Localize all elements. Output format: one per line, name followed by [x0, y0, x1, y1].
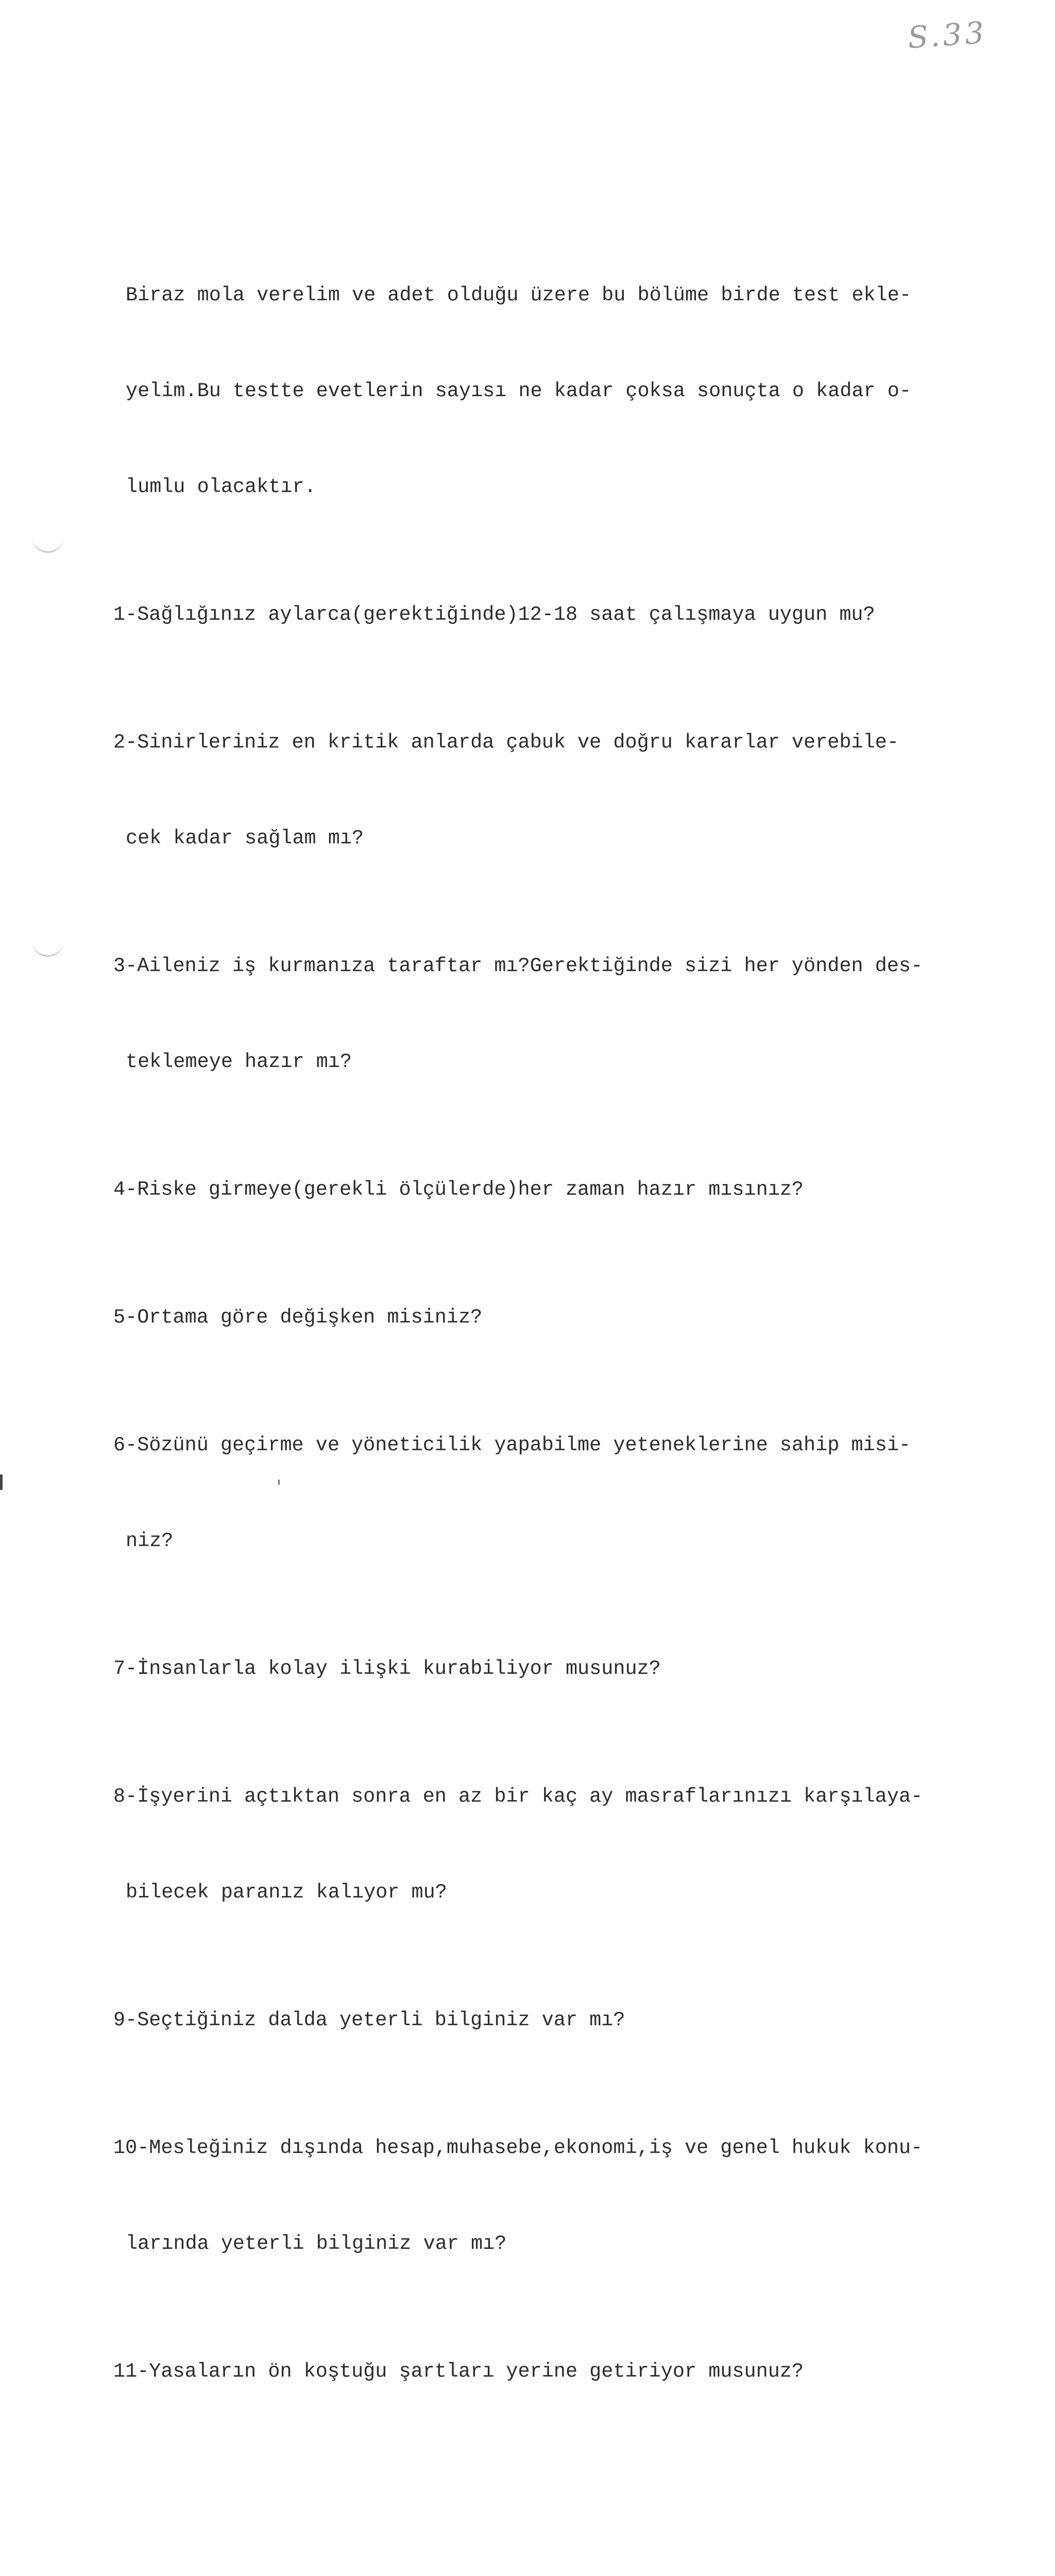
question-10-continuation: larında yeterli bilginiz var mı?: [126, 2232, 507, 2255]
handwritten-page-number: S.33: [906, 14, 989, 56]
question-2: 2-Sinirleriniz en kritik anlarda çabuk ve doğru kararlar verebile-: [113, 731, 899, 754]
question-3: 3-Aileniz iş kurmanıza taraftar mı?Gerektiğinde sizi her yönden des-: [113, 955, 923, 977]
question-4: 4-Riske girmeye(gerekli ölçülerde)her zaman hazır mısınız?: [113, 1178, 804, 1201]
question-11: 11-Yasaların ön koştuğu şartları yerine getiriyor musunuz?: [113, 2360, 804, 2383]
binder-hole-mark: [32, 536, 64, 553]
intro-line: lumlu olacaktır.: [126, 476, 316, 498]
question-10: 10-Mesleğiniz dışında hesap,muhasebe,ekonomi,iş ve genel hukuk konu-: [113, 2137, 923, 2159]
scan-dust-mark: [278, 1480, 280, 1485]
question-2-continuation: cek kadar sağlam mı?: [126, 827, 364, 850]
intro-line: Biraz mola verelim ve adet olduğu üzere bu bölüme birde test ekle-: [126, 284, 911, 307]
binder-hole-mark: [32, 940, 64, 957]
question-7: 7-İnsanlarla kolay ilişki kurabiliyor musunuz?: [113, 1657, 661, 1680]
scan-edge-mark: [0, 1475, 3, 1490]
intro-line: yelim.Bu testte evetlerin sayısı ne kadar çoksa sonuçta o kadar o-: [126, 380, 911, 402]
question-6-continuation: niz?: [126, 1530, 174, 1552]
paragraph-gap: [126, 2483, 1017, 2489]
question-8-continuation: bilecek paranız kalıyor mu?: [126, 1881, 447, 1904]
question-9: 9-Seçtiğiniz dalda yeterli bilginiz var mı?: [113, 2009, 625, 2031]
question-3-continuation: teklemeye hazır mı?: [126, 1050, 352, 1073]
question-8: 8-İşyerini açtıktan sonra en az bir kaç ay masraflarınızı karşılaya-: [113, 1785, 923, 1808]
question-5: 5-Ortama göre değişken misiniz?: [113, 1306, 483, 1329]
question-1: 1-Sağlığınız aylarca(gerektiğinde)12-18 saat çalışmaya uygun mu?: [113, 603, 875, 626]
typewritten-text: [113, 215, 1017, 2576]
question-6: 6-Sözünü geçirme ve yöneticilik yapabilme yeteneklerine sahip misi-: [113, 1434, 911, 1456]
